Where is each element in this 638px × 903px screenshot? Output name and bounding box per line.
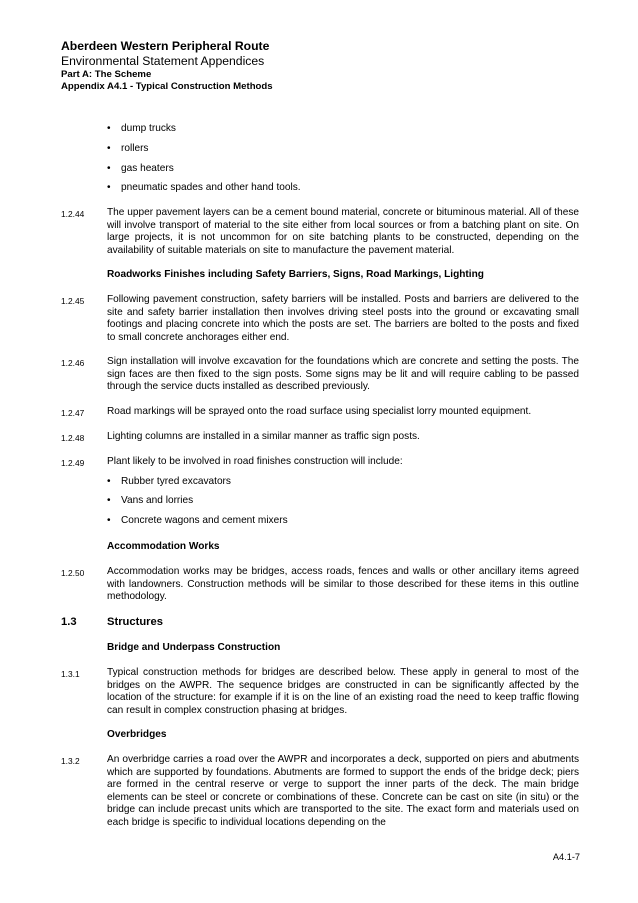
list-item-text: gas heaters [121,163,174,174]
page-header [61,39,581,93]
bullet-icon: • [107,495,111,506]
subheading-accommodation: Accommodation Works [107,541,220,552]
paragraph-text: Lighting columns are installed in a similar manner as traffic sign posts. [107,431,420,442]
bullet-icon: • [107,143,111,154]
paragraph-text: Plant likely to be involved in road finishes construction will include: [107,456,403,467]
paragraph-number: 1.2.49 [61,458,85,468]
list-item-text: rollers [121,143,149,154]
paragraph-number: 1.2.45 [61,296,85,306]
header-subtitle: Environmental Statement Appendices [61,54,265,68]
bullet-icon: • [107,476,111,487]
section-number: 1.3 [61,616,77,628]
paragraph-text: The upper pavement layers can be a cement bound material, concrete or bituminous material. All of these will involve transport of material to the site either from local sources or from a batching plant on site. On large projects, it is not uncommon for on site batching plants to be constructed, depending on the availability of suitable materials on site to manufacture the pavement material. [107,207,579,256]
list-item-text: Concrete wagons and cement mixers [121,515,288,526]
paragraph-text: Following pavement construction, safety barriers will be installed. Posts and barriers are delivered to the site and safety barrier installation then involves driving steel posts into the ground or excavating small footings and placing concrete into which the posts are set. The barriers are bolted to the posts and fixed to small concrete anchorages either end. [107,294,579,343]
list-item-text: pneumatic spades and other hand tools. [121,182,301,193]
paragraph-number: 1.3.1 [61,669,80,679]
paragraph-text: Accommodation works may be bridges, access roads, fences and walls or other ancillary items agreed with landowners. Construction methods will be similar to those described for these items in this outline methodology. [107,566,579,603]
header-title: Aberdeen Western Peripheral Route [61,39,270,53]
list-item-text: Rubber tyred excavators [121,476,231,487]
paragraph-text: Typical construction methods for bridges are described below. These apply in general to most of the bridges on the AWPR. The sequence bridges are constructed in can be significantly affected by the location of the structure: for example if it is on the line of an existing road the need to keep traffic flowing can result in complex construction phasing at bridges. [107,667,579,716]
subheading-overbridges: Overbridges [107,729,167,740]
list-item-text: dump trucks [121,123,176,134]
bullet-icon: • [107,515,111,526]
section-title: Structures [107,616,163,628]
paragraph-text: Sign installation will involve excavation for the foundations which are concrete and setting the posts. The sign faces are then fixed to the sign posts. Some signs may be lit and will require cabling to be passed through the service ducts installed as described previously. [107,356,579,393]
bullet-icon: • [107,163,111,174]
bullet-icon: • [107,182,111,193]
paragraph-text: An overbridge carries a road over the AWPR and incorporates a deck, supported on piers and abutments which are supported by foundations. Abutments are formed to support the ends of the bridge deck; piers are formed in the central reserve or verge to support the inner parts of the deck. The main bridge elements can be steel or concrete or combinations of these. Concrete can be cast on site (in situ) or the bridge can include precast units which are transported to the site. The exact form and materials used on each bridge is specific to individual locations depending on the [107,754,579,828]
paragraph-number: 1.2.50 [61,568,85,578]
paragraph-text: Road markings will be sprayed onto the road surface using specialist lorry mounted equipment. [107,406,532,417]
header-appendix: Appendix A4.1 - Typical Construction Methods [61,81,273,92]
bullet-icon: • [107,123,111,134]
paragraph-number: 1.3.2 [61,756,80,766]
page-number: A4.1-7 [552,852,580,862]
paragraph-number: 1.2.48 [61,433,85,443]
subheading-bridge: Bridge and Underpass Construction [107,642,281,653]
list-item-text: Vans and lorries [121,495,194,506]
paragraph-number: 1.2.47 [61,408,85,418]
subheading-roadworks: Roadworks Finishes including Safety Barriers, Signs, Road Markings, Lighting [107,269,484,280]
paragraph-number: 1.2.44 [61,209,85,219]
paragraph-number: 1.2.46 [61,358,85,368]
header-part: Part A: The Scheme [61,69,152,80]
